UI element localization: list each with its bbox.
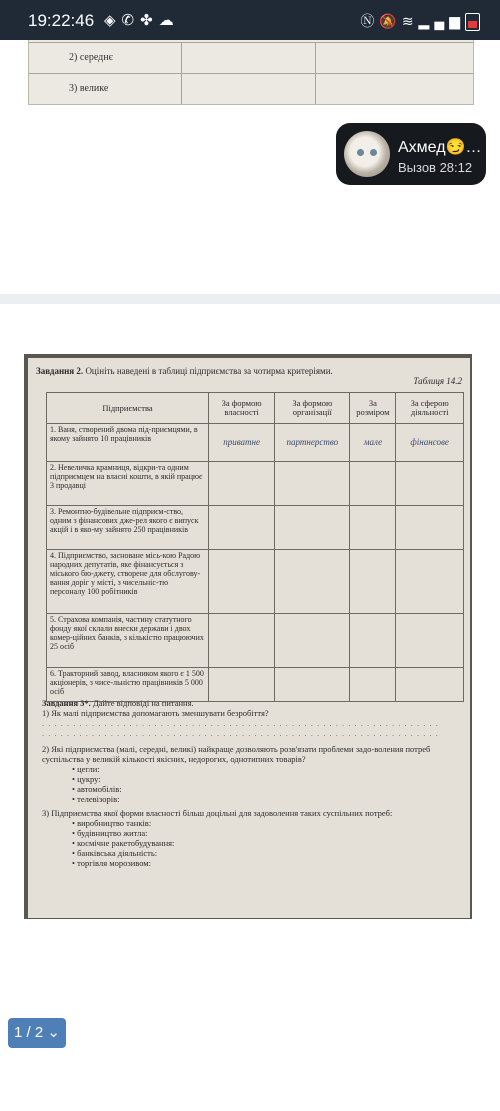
page-separator — [0, 294, 500, 304]
size-cell: мале — [350, 424, 396, 462]
row-label: 2) середнє — [69, 52, 113, 63]
header-cell: За розміром — [350, 393, 396, 424]
sphere-cell — [396, 614, 464, 668]
size-cell — [350, 668, 396, 702]
sphere-cell — [396, 668, 464, 702]
organization-cell — [275, 506, 350, 550]
cloud-icon: ☁ — [158, 12, 180, 29]
wifi-icon: ≋ — [401, 13, 419, 29]
organization-cell — [275, 462, 350, 506]
table-row — [47, 550, 464, 614]
table-row — [29, 73, 473, 104]
caller-avatar — [344, 131, 390, 177]
list-item: • телевізорів: — [72, 794, 120, 804]
list-item: • виробництво танків: — [72, 818, 152, 828]
list-item: • цукру: — [72, 774, 101, 784]
table-row — [47, 424, 464, 462]
task3-label: Завдання 3*. — [42, 698, 91, 708]
nfc-icon: Ⓝ — [360, 13, 380, 29]
enterprise-description: 5. Страхова компанія, частину статутного фонду якої склали внески держави і двох комер-ційних банків, з кількістю працюючих 25 осіб — [47, 614, 209, 668]
ongoing-call-bubble[interactable] — [336, 123, 486, 185]
header-cell: За формою власності — [209, 393, 275, 424]
sphere-cell — [396, 550, 464, 614]
task2-label: Завдання 2. — [36, 366, 84, 376]
list-item: • автомобілів: — [72, 784, 122, 794]
notification-icons — [104, 11, 180, 29]
call-duration: Вызов 28:12 — [398, 160, 473, 175]
header-cell: Підприємства — [47, 393, 209, 424]
phone-icon: ✆ — [121, 12, 141, 29]
size-cell — [350, 506, 396, 550]
worksheet-page — [28, 358, 470, 918]
enterprise-description: 4. Підприємство, засноване місь-кою Радою народних депутатів, яке фінансується з міського бю-джету, створене для обслугову-вання доріг у місті, з чисельніс-тю персоналу 100 робітників — [47, 550, 209, 614]
battery-icon — [465, 13, 480, 31]
table-row — [29, 42, 473, 73]
caller-name: Ахмед😏… — [398, 139, 482, 156]
list-item: • космічне ракетобудування: — [72, 838, 175, 848]
divider — [315, 43, 316, 73]
size-cell — [350, 614, 396, 668]
task3-section — [42, 698, 460, 868]
organization-cell — [275, 550, 350, 614]
table-row — [47, 614, 464, 668]
ownership-cell: приватне — [209, 424, 275, 462]
header-cell: За сферою діяльності — [396, 393, 464, 424]
size-cell — [350, 550, 396, 614]
ownership-cell — [209, 462, 275, 506]
list-item: • банківська діяльність: — [72, 848, 158, 858]
enterprise-description: 6. Тракторний завод, власником якого є 1 500 акціонерів, з чисе-льністю працівників 5 000 осіб — [47, 668, 209, 702]
task3-text: Дайте відповіді на питання. — [92, 698, 194, 708]
table-row — [47, 506, 464, 550]
enterprise-description: 2. Невеличка крамниця, відкри-та одним підприємцем на власні кошти, в якій працює 3 продавці — [47, 462, 209, 506]
ownership-cell — [209, 550, 275, 614]
sphere-cell — [396, 506, 464, 550]
system-icons — [360, 11, 480, 31]
question-3: 3) Підприємства якої форми власності більш доцільні для задоволення таких суспільних потреб: — [42, 808, 393, 818]
sphere-cell — [396, 462, 464, 506]
clock: 19:22:46 — [28, 11, 95, 30]
list-item: • торгівля морозивом: — [72, 858, 152, 868]
avatar-eye — [370, 149, 377, 156]
divider — [315, 74, 316, 104]
shield-icon: ◈ — [104, 12, 122, 29]
table-row — [47, 462, 464, 506]
row-label: 3) велике — [69, 83, 109, 94]
organization-cell — [275, 668, 350, 702]
size-cell — [350, 462, 396, 506]
avatar-eye — [357, 149, 364, 156]
ownership-cell — [209, 668, 275, 702]
task3-heading — [42, 698, 460, 708]
mute-icon: 🔕 — [379, 13, 402, 29]
sphere-cell: фінансове — [396, 424, 464, 462]
list-item: • будівництво житла: — [72, 828, 148, 838]
table-header-row — [47, 393, 464, 424]
page-indicator-button[interactable]: 1 / 2 ⌄ — [8, 1018, 66, 1048]
organization-cell — [275, 614, 350, 668]
table-caption: Таблиця 14.2 — [413, 376, 462, 386]
enterprise-description: 1. Ваня, створений двома під-приємцями, в якому зайнято 10 працівників — [47, 424, 209, 462]
divider — [181, 43, 182, 73]
task2-text: Оцініть наведені в таблиці підприємства за чотирма критеріями. — [85, 366, 333, 376]
header-cell: За формою організації — [275, 393, 350, 424]
status-bar — [0, 0, 500, 40]
previous-page-paper — [28, 40, 474, 105]
answer-line: . . . . . . . . . . . . . . . . . . . . . . . . . . . . . . . . . . . . . . . . . . . . . . . . . . . . . . . . . . . . . . . . — [42, 718, 439, 728]
enterprises-table — [46, 392, 464, 702]
question-1: 1) Як малі підприємства допомагають зменшувати безробіття? — [42, 708, 269, 718]
enterprise-description: 3. Ремонтно-будівельне підприєм-ство, одним з фінансових дже-рел якого є випуск акцій і в яко-му зайнято 250 працівників — [47, 506, 209, 550]
fan-icon: ✤ — [140, 12, 159, 29]
organization-cell: партнерство — [275, 424, 350, 462]
signal-icon: ▂▄▆ — [418, 13, 465, 29]
document-photo — [24, 354, 472, 919]
ownership-cell — [209, 614, 275, 668]
question-2: 2) Які підприємства (малі, середні, великі) найкраще дозволяють розв'язати проблеми задо-воления потреб суспільства у великій кількості якісних, недорогих, однотипних товарів? — [42, 744, 431, 764]
ownership-cell — [209, 506, 275, 550]
task2-heading — [36, 366, 333, 376]
previous-page-photo — [0, 40, 500, 122]
answer-line: . . . . . . . . . . . . . . . . . . . . . . . . . . . . . . . . . . . . . . . . . . . . . . . . . . . . . . . . . . . . . . . . — [42, 728, 439, 738]
list-item: • цегли: — [72, 764, 100, 774]
divider — [181, 74, 182, 104]
table-row — [47, 668, 464, 702]
